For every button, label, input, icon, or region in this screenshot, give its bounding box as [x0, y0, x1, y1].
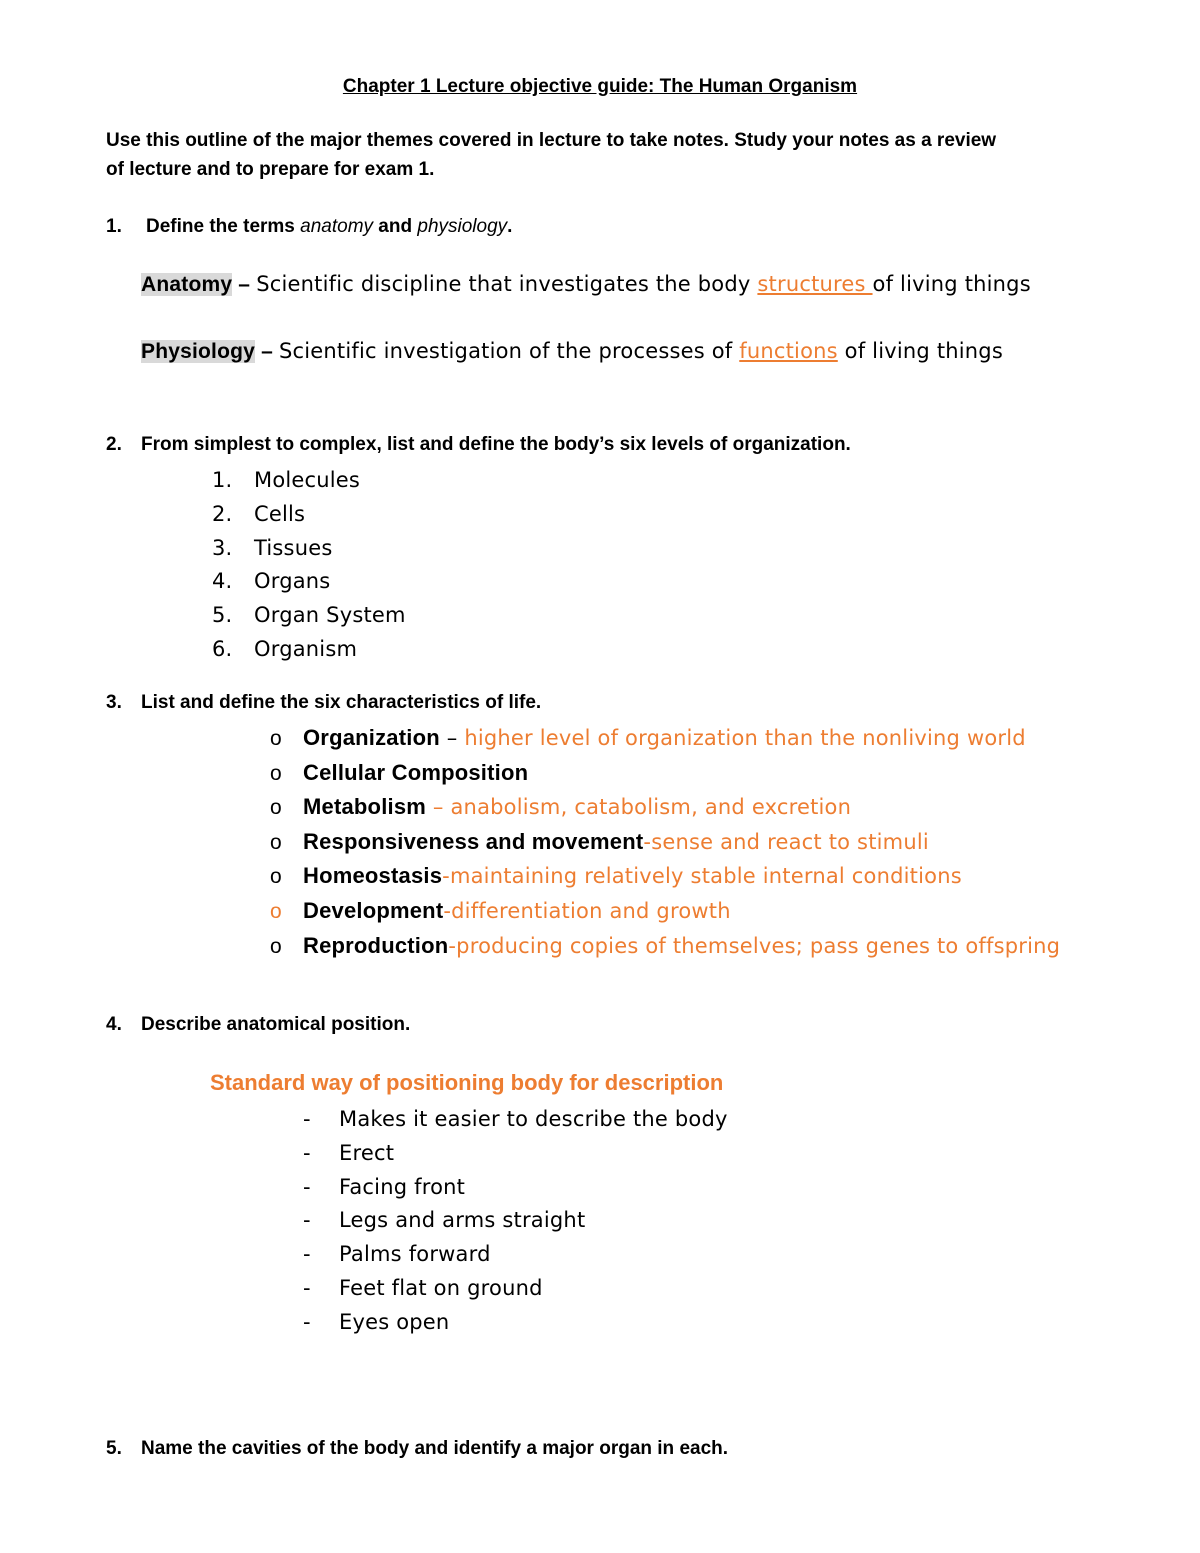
position-point-text: Eyes open — [339, 1309, 450, 1334]
characteristic-item — [270, 825, 1060, 860]
characteristic-name: Cellular Composition — [303, 759, 529, 785]
physiology-definition — [141, 339, 1003, 364]
bullet-icon: o — [270, 899, 282, 923]
question-1-number: 1. — [106, 216, 122, 237]
characteristic-def: higher level of organization than the nonliving world — [464, 726, 1026, 750]
bullet-icon: o — [270, 796, 282, 820]
level-item — [212, 464, 406, 498]
bullet-icon: o — [270, 761, 282, 785]
question-1-post: . — [507, 216, 513, 237]
question-5-text: Name the cavities of the body and identify a major organ in each. — [141, 1438, 729, 1459]
characteristic-def: maintaining relatively stable internal conditions — [449, 864, 962, 889]
anatomical-position-list — [303, 1103, 728, 1340]
question-4 — [106, 1014, 410, 1036]
question-3-text: List and define the six characteristics of life. — [141, 692, 542, 713]
characteristic-name: Organization — [303, 725, 440, 750]
position-point-text: Erect — [339, 1140, 395, 1165]
level-label: Organism — [254, 636, 358, 661]
dash-icon: - — [303, 1107, 311, 1131]
anatomical-position-heading: Standard way of positioning body for description — [210, 1070, 724, 1095]
characteristic-sep: – — [439, 726, 465, 750]
position-point — [303, 1171, 728, 1205]
characteristic-name: Homeostasis — [303, 863, 443, 889]
position-point-text: Palms forward — [339, 1242, 491, 1267]
bullet-icon: o — [270, 727, 282, 750]
characteristic-name: Reproduction — [303, 932, 449, 958]
levels-list — [212, 464, 406, 667]
position-point — [303, 1306, 728, 1340]
position-point — [303, 1204, 728, 1238]
level-item — [212, 633, 406, 667]
page-title: Chapter 1 Lecture objective guide: The Human Organism — [342, 76, 858, 97]
characteristic-name: Metabolism — [303, 794, 427, 820]
question-5-number: 5. — [106, 1438, 122, 1459]
question-1 — [106, 216, 512, 238]
characteristic-sep: – — [426, 795, 451, 820]
anatomy-definition — [141, 272, 1031, 297]
characteristic-item — [270, 894, 1060, 929]
level-item — [212, 532, 406, 566]
level-number: 2. — [212, 501, 233, 526]
question-4-number: 4. — [106, 1014, 122, 1035]
anatomy-key-word: structures — [757, 272, 873, 296]
level-label: Organ System — [254, 603, 406, 628]
intro-line-1: Use this outline of the major themes covered in lecture to take notes. Study your notes as a review — [106, 130, 997, 151]
characteristic-sep: - — [443, 898, 452, 923]
question-3-number: 3. — [106, 692, 122, 713]
anatomy-def-pre: Scientific discipline that investigates the body — [256, 272, 758, 296]
position-point — [303, 1103, 728, 1137]
level-item — [212, 599, 406, 633]
dash-icon: - — [303, 1242, 311, 1267]
anatomy-def-post: of living things — [872, 272, 1031, 296]
level-label: Organs — [254, 569, 331, 594]
level-number: 3. — [212, 535, 233, 560]
dash-icon: - — [303, 1174, 311, 1199]
characteristic-def: producing copies of themselves; pass genes to offspring — [456, 933, 1061, 958]
question-2-number: 2. — [106, 434, 122, 455]
level-number: 6. — [212, 636, 233, 661]
position-point-text: Feet flat on ground — [339, 1275, 543, 1300]
bullet-icon: o — [270, 865, 282, 889]
anatomy-term: Anatomy — [141, 273, 233, 296]
bullet-icon: o — [270, 830, 282, 854]
question-4-text: Describe anatomical position. — [141, 1014, 411, 1035]
question-2 — [106, 434, 851, 456]
question-1-pre: Define the terms — [146, 216, 301, 237]
characteristic-item — [270, 790, 1060, 825]
level-label: Molecules — [254, 468, 361, 492]
characteristic-def: anabolism, catabolism, and excretion — [450, 795, 852, 820]
physiology-term: Physiology — [141, 340, 256, 363]
question-2-text: From simplest to complex, list and define the body’s six levels of organization. — [141, 434, 851, 455]
level-label: Tissues — [254, 535, 333, 560]
physiology-key-word: functions — [739, 339, 838, 363]
characteristic-sep: - — [448, 933, 457, 958]
level-number: 4. — [212, 569, 233, 594]
dash-icon: - — [303, 1309, 311, 1334]
position-point — [303, 1238, 728, 1272]
question-5 — [106, 1438, 728, 1460]
physiology-def-post: of living things — [837, 339, 1003, 363]
physiology-sep: – — [255, 340, 279, 363]
position-point-text: Makes it easier to describe the body — [339, 1107, 728, 1131]
characteristic-item — [270, 721, 1060, 756]
bullet-icon: o — [270, 934, 282, 958]
characteristic-item — [270, 859, 1060, 894]
term-physiology: physiology — [417, 216, 508, 237]
dash-icon: - — [303, 1275, 311, 1300]
characteristic-sep: - — [643, 829, 652, 854]
characteristic-name: Responsiveness and movement — [303, 828, 644, 854]
characteristic-def: sense and react to stimuli — [651, 829, 929, 854]
level-number: 1. — [212, 468, 233, 492]
position-point-text: Legs and arms straight — [339, 1208, 586, 1233]
characteristic-item — [270, 929, 1060, 964]
term-anatomy: anatomy — [300, 216, 374, 237]
level-item — [212, 498, 406, 532]
position-point — [303, 1272, 728, 1306]
characteristics-list — [270, 721, 1060, 963]
position-point-text: Facing front — [339, 1174, 466, 1199]
question-3 — [106, 692, 541, 714]
dash-icon: - — [303, 1208, 311, 1233]
level-item — [212, 565, 406, 599]
characteristic-sep: - — [442, 864, 450, 889]
physiology-def-pre: Scientific investigation of the processes of — [278, 339, 740, 363]
anatomy-sep: – — [232, 273, 257, 296]
characteristic-name: Development — [303, 897, 444, 923]
level-number: 5. — [212, 603, 233, 628]
level-label: Cells — [254, 501, 306, 526]
question-1-mid: and — [373, 216, 418, 237]
dash-icon: - — [303, 1140, 311, 1165]
characteristic-item — [270, 756, 1060, 791]
position-point — [303, 1137, 728, 1171]
intro-line-2: of lecture and to prepare for exam 1. — [106, 159, 435, 180]
characteristic-def: differentiation and growth — [451, 898, 731, 923]
